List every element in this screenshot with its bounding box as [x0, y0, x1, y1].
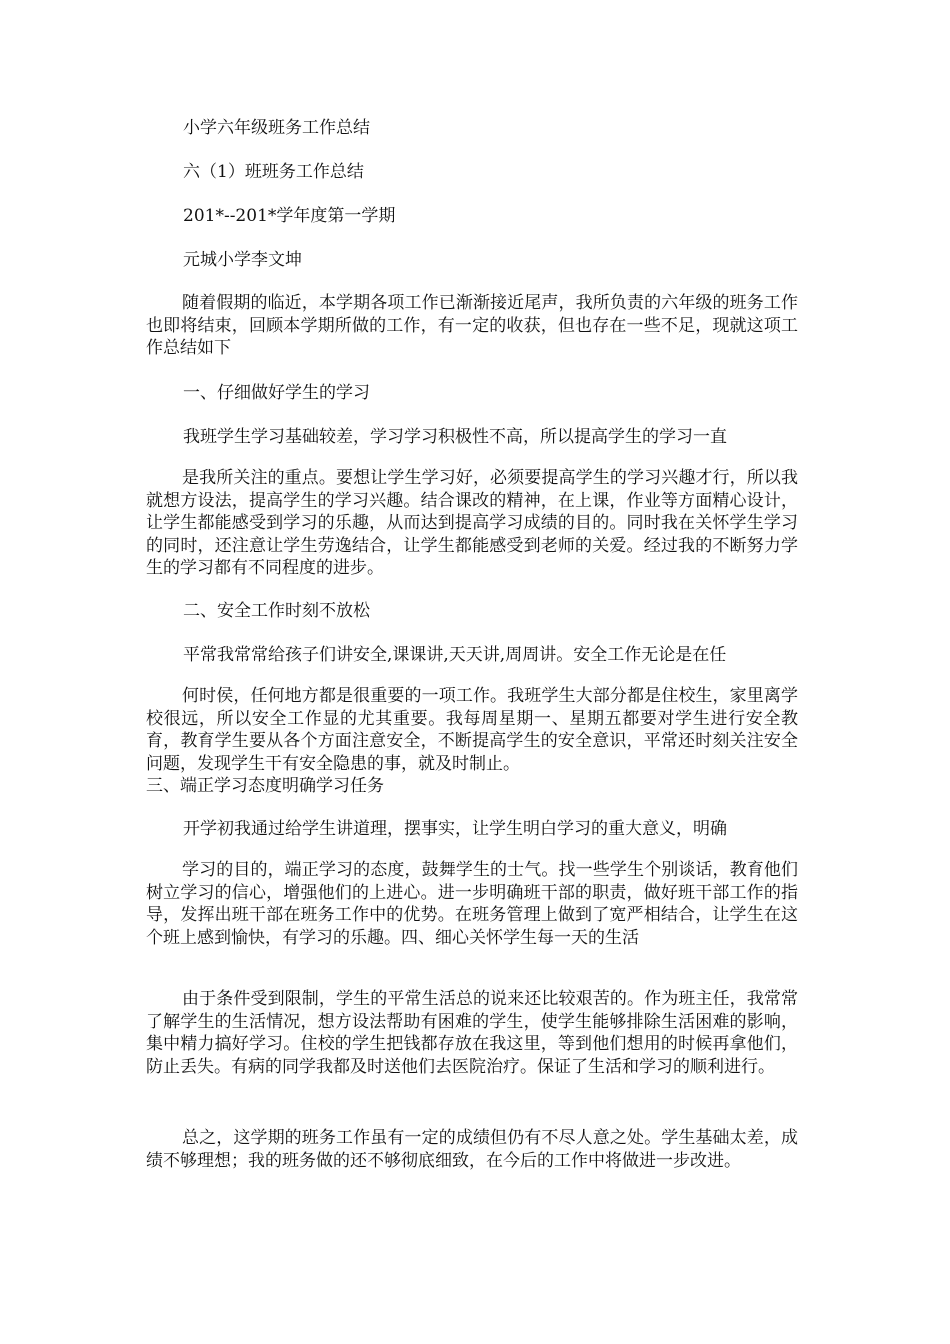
section3-lead: 开学初我通过给学生讲道理，摆事实，让学生明白学习的重大意义，明确 [183, 819, 727, 839]
section3-body: 学习的目的，端正学习的态度，鼓舞学生的士气。找一些学生个别谈话，教育他们树立学习的信心，增强他们的上进心。进一步明确班干部的职责，做好班干部工作的指导，发挥出班干部在班务工作中的优势。在班务管理上做到了宽严相结合，让学生在这个班上感到愉快，有学习的乐趣。四、细心关怀学生每一天的生活 [146, 860, 798, 948]
section1-heading: 一、仔细做好学生的学习 [183, 383, 370, 403]
section4-body: 由于条件受到限制，学生的平常生活总的说来还比较艰苦的。作为班主任，我常常了解学生的生活情况，想方设法帮助有困难的学生，使学生能够排除生活困难的影响，集中精力搞好学习。住校的学生把钱都存放在我这里，等到他们想用的时候再拿他们，防止丢失。有病的同学我都及时送他们去医院治疗。保证了生活和学习的顺利进行。 [146, 989, 798, 1077]
section2-lead: 平常我常常给孩子们讲安全,课课讲,天天讲,周周讲。安全工作无论是在任 [183, 645, 727, 665]
document-title: 小学六年级班务工作总结 [183, 118, 370, 138]
author-line: 元城小学李文坤 [183, 250, 302, 270]
class-title: 六（1）班班务工作总结 [183, 162, 364, 182]
term-line: 201*--201*学年度第一学期 [183, 206, 396, 226]
section1-body: 是我所关注的重点。要想让学生学习好，必须要提高学生的学习兴趣才行，所以我就想方设法，提高学生的学习兴趣。结合课改的精神，在上课，作业等方面精心设计，让学生都能感受到学习的乐趣，从而达到提高学习成绩的目的。同时我在关怀学生学习的同时，还注意让学生劳逸结合，让学生都能感受到老师的关爱。经过我的不断努力学生的学习都有不同程度的进步。 [146, 468, 798, 578]
section3-heading: 三、端正学习态度明确学习任务 [146, 776, 384, 796]
section2-heading: 二、安全工作时刻不放松 [183, 601, 370, 621]
section2-body: 何时侯，任何地方都是很重要的一项工作。我班学生大部分都是住校生，家里离学校很远，所以安全工作显的尤其重要。我每周星期一、星期五都要对学生进行安全教育，教育学生要从各个方面注意安全，不断提高学生的安全意识，平常还时刻关注安全问题，发现学生干有安全隐患的事，就及时制止。 [146, 686, 798, 774]
section1-lead: 我班学生学习基础较差，学习学习积极性不高，所以提高学生的学习一直 [183, 427, 727, 447]
intro-paragraph: 随着假期的临近，本学期各项工作已渐渐接近尾声，我所负责的六年级的班务工作也即将结束，回顾本学期所做的工作，有一定的收获，但也存在一些不足，现就这项工作总结如下 [146, 293, 798, 358]
conclusion-paragraph: 总之，这学期的班务工作虽有一定的成绩但仍有不尽人意之处。学生基础太差，成绩不够理想；我的班务做的还不够彻底细致，在今后的工作中将做进一步改进。 [146, 1128, 798, 1171]
